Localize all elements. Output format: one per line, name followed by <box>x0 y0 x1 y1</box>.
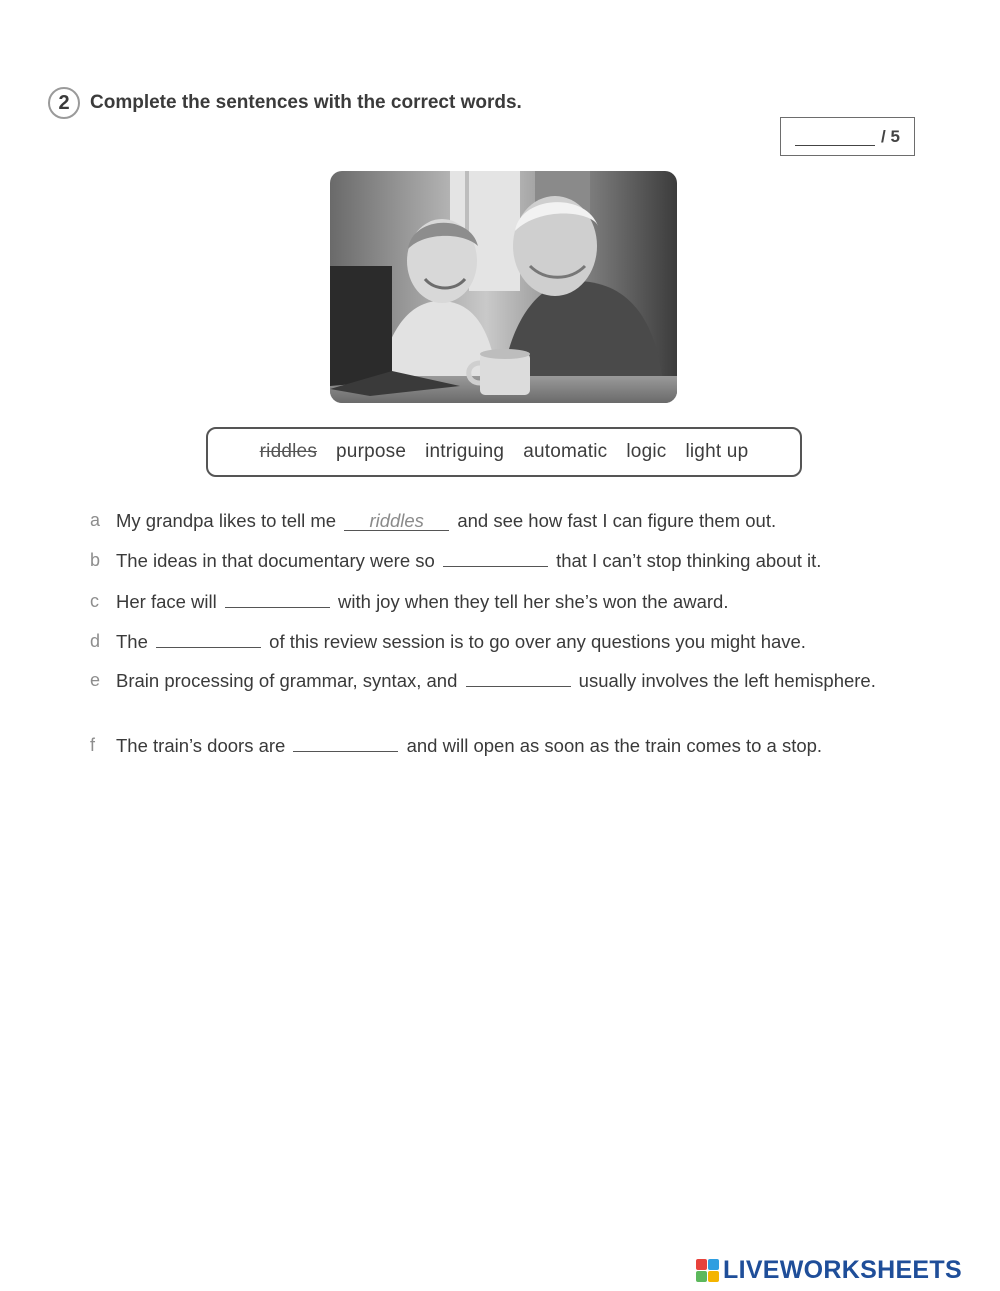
sentence-text-after: and will open as soon as the train comes to a stop. <box>406 735 823 756</box>
brand-footer <box>696 1252 962 1288</box>
word-option: light up <box>685 441 749 462</box>
sentence-text-before: The ideas in that documentary were so <box>116 550 435 571</box>
word-option: automatic <box>523 441 608 462</box>
sentence-letter: b <box>90 550 101 570</box>
answer-blank[interactable] <box>156 632 261 648</box>
answer-blank[interactable] <box>466 671 571 687</box>
sentence-item <box>90 733 940 758</box>
sentence-item <box>90 508 940 533</box>
word-option: intriguing <box>425 441 505 462</box>
sentence-text-before: The train’s doors are <box>116 735 286 756</box>
sentence-text-after: of this review session is to go over any questions you might have. <box>269 631 806 652</box>
sentence-text-after: and see how fast I can figure them out. <box>457 510 777 531</box>
sentence-text-after: usually involves the left hemisphere. <box>578 670 876 691</box>
sentence-letter: e <box>90 670 101 690</box>
sentence-text-before: Brain processing of grammar, syntax, and <box>116 670 458 691</box>
sentence-text-before: The <box>116 631 148 652</box>
brand-name: LIVEWORKSHEETS <box>723 1255 962 1284</box>
word-box <box>206 427 802 477</box>
word-option: riddles <box>259 441 318 462</box>
sentence-text-after: with joy when they tell her she’s won the award. <box>338 591 729 612</box>
sentence-letter: c <box>90 591 99 611</box>
answer-blank[interactable] <box>225 592 330 608</box>
sentence-item <box>90 629 940 654</box>
sentence-item <box>90 668 890 693</box>
answer-blank[interactable]: riddles <box>344 511 449 531</box>
sentence-item <box>90 548 940 573</box>
liveworksheets-logo-icon <box>696 1259 719 1282</box>
task-number-badge: 2 <box>48 87 80 119</box>
sentence-letter: f <box>90 735 96 755</box>
score-blank[interactable] <box>795 128 875 146</box>
answer-blank[interactable] <box>443 551 548 567</box>
task-instruction: Complete the sentences with the correct words. <box>90 92 522 113</box>
sentence-letter: a <box>90 510 101 530</box>
score-total: / 5 <box>881 126 900 146</box>
word-option: logic <box>626 441 667 462</box>
sentence-item <box>90 589 940 614</box>
sentence-text-before: My grandpa likes to tell me <box>116 510 337 531</box>
photo-boy-grandfather-laptop <box>330 171 677 403</box>
task-header <box>48 86 522 120</box>
sentence-letter: d <box>90 631 101 651</box>
answer-blank[interactable] <box>293 736 398 752</box>
word-option: purpose <box>336 441 407 462</box>
sentence-text-after: that I can’t stop thinking about it. <box>556 550 822 571</box>
score-box <box>780 117 915 156</box>
sentence-text-before: Her face will <box>116 591 217 612</box>
